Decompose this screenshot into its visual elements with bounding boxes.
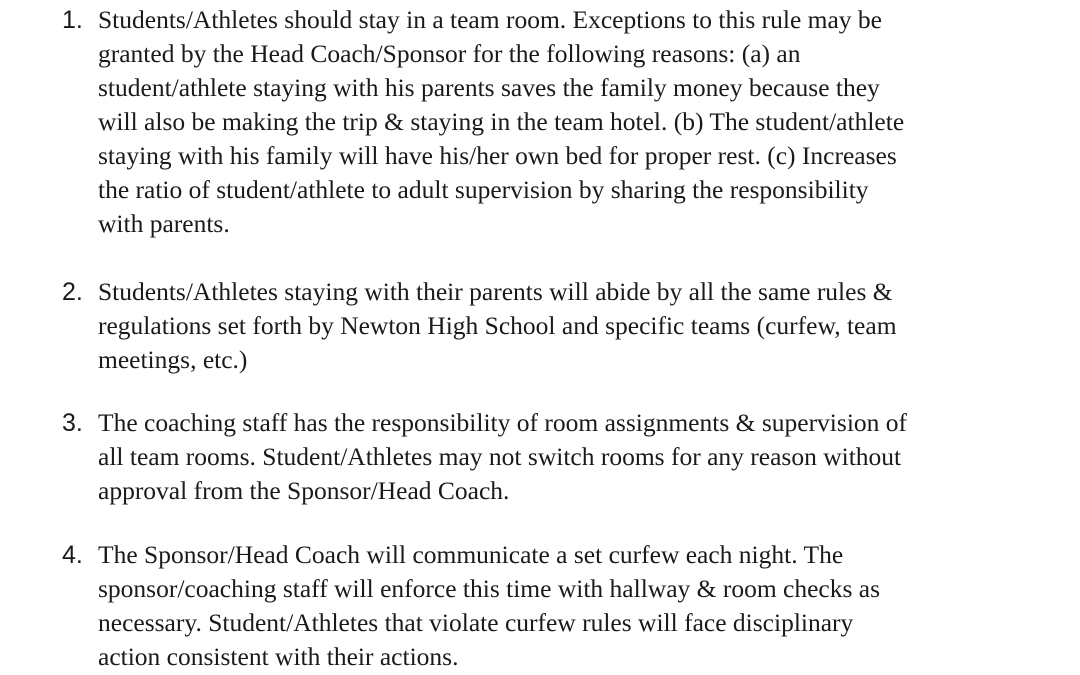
rule-text: [98, 406, 1058, 508]
rule-line: granted by the Head Coach/Sponsor for the following reasons: (a) an: [98, 39, 801, 68]
rule-line: with parents.: [98, 209, 230, 238]
rule-line: The coaching staff has the responsibility of room assignments & supervision of: [98, 408, 908, 437]
rule-line: the ratio of student/athlete to adult supervision by sharing the responsibility: [98, 175, 869, 204]
rule-line: The Sponsor/Head Coach will communicate a set curfew each night. The: [98, 540, 844, 569]
rule-number: 3.: [62, 409, 83, 437]
rule-text: [98, 275, 1058, 377]
rule-line: Students/Athletes should stay in a team room. Exceptions to this rule may be: [98, 5, 883, 34]
rule-line: will also be making the trip & staying in the team hotel. (b) The student/athlete: [98, 107, 905, 136]
rule-line: all team rooms. Student/Athletes may not switch rooms for any reason without: [98, 442, 902, 471]
rule-line: action consistent with their actions.: [98, 642, 459, 671]
rule-line: student/athlete staying with his parents saves the family money because they: [98, 73, 880, 102]
rule-line: Students/Athletes staying with their parents will abide by all the same rules &: [98, 277, 893, 306]
rule-line: regulations set forth by Newton High School and specific teams (curfew, team: [98, 311, 897, 340]
rule-line: sponsor/coaching staff will enforce this time with hallway & room checks as: [98, 574, 881, 603]
rule-line: necessary. Student/Athletes that violate curfew rules will face disciplinary: [98, 608, 854, 637]
rule-text: [98, 538, 1058, 674]
rule-number: 4.: [62, 541, 83, 569]
rule-line: staying with his family will have his/her own bed for proper rest. (c) Increases: [98, 141, 897, 170]
rule-number: 1.: [62, 6, 83, 34]
rule-line: approval from the Sponsor/Head Coach.: [98, 476, 510, 505]
rule-number: 2.: [62, 278, 83, 306]
rule-text: [98, 3, 1058, 241]
rule-line: meetings, etc.): [98, 345, 248, 374]
